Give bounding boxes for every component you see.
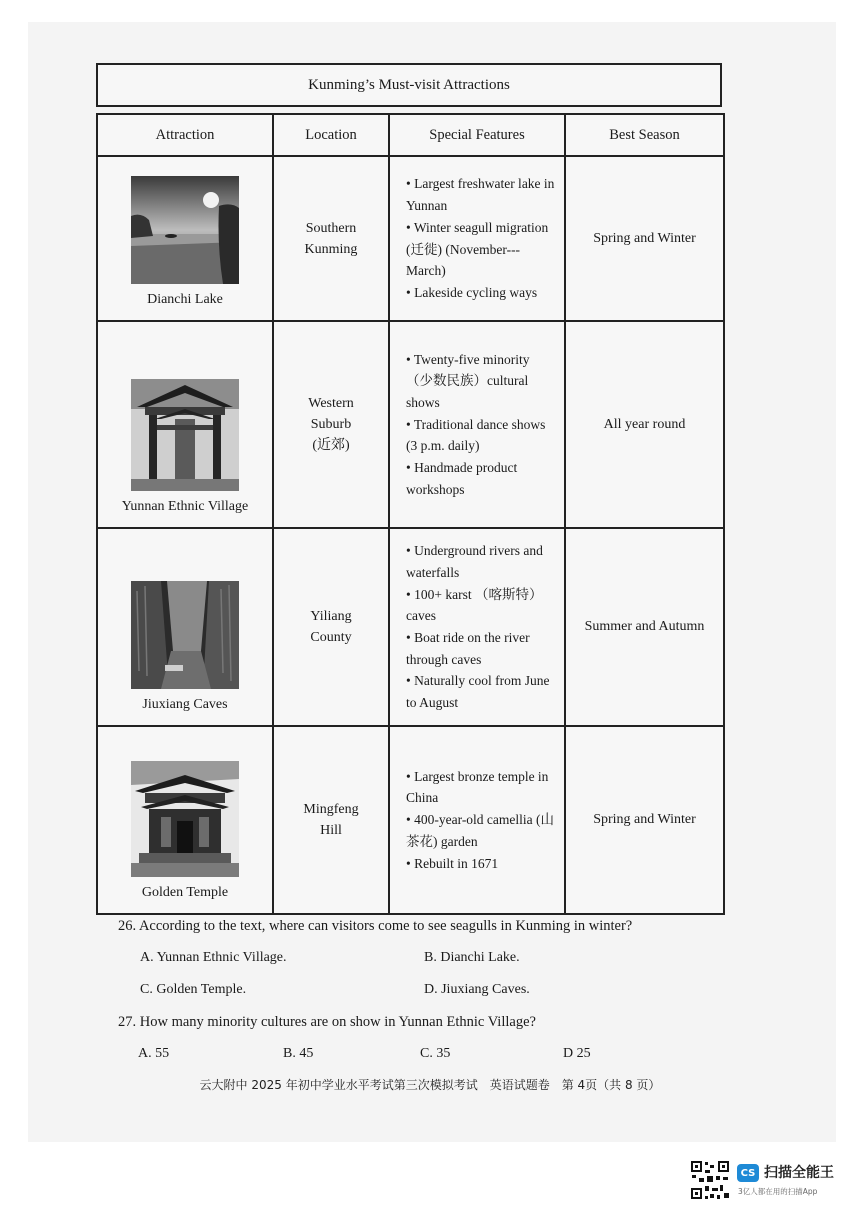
feature-item: • Naturally cool from June to August: [406, 670, 556, 713]
attraction-name: Dianchi Lake: [147, 292, 223, 307]
question-26-option-d[interactable]: D. Jiuxiang Caves.: [424, 982, 530, 997]
brand-name: 扫描全能王: [764, 1165, 834, 1181]
season-cell: Spring and Winter: [565, 726, 724, 914]
dianchi-lake-photo: [131, 176, 239, 284]
location-line: Hill: [320, 823, 342, 838]
attraction-cell: [97, 156, 273, 321]
table-row: [97, 528, 724, 726]
location-line: (近郊): [312, 438, 350, 453]
attractions-table: [96, 113, 725, 915]
header-row: [97, 114, 724, 156]
location-line: Southern: [305, 220, 357, 236]
question-27-option-d[interactable]: D 25: [563, 1046, 591, 1061]
feature-item: • Largest freshwater lake in Yunnan: [406, 173, 556, 216]
question-27-option-c[interactable]: C. 35: [420, 1046, 451, 1061]
page-footer: 云大附中 2025 年初中学业水平考试第三次模拟考试 英语试题卷 第 4页（共 8 页）: [199, 1078, 661, 1092]
attraction-cell: [97, 726, 273, 914]
brand-tagline: 3亿人都在用的扫描App: [738, 1187, 818, 1196]
feature-item: • Rebuilt in 1671: [406, 853, 556, 875]
question-26-option-c[interactable]: C. Golden Temple.: [140, 982, 247, 997]
location-cell: [273, 156, 389, 321]
location-line: Yiliang: [310, 609, 352, 624]
location-cell: [273, 528, 389, 726]
feature-item: • Handmade product workshops: [406, 457, 556, 500]
attraction-name: Yunnan Ethnic Village: [121, 499, 249, 514]
feature-item: • 400-year-old camellia (山茶花) garden: [406, 809, 556, 852]
table-row: [97, 156, 724, 321]
feature-item: • Winter seagull migration (迁徙) (November---March): [406, 217, 556, 282]
location-line: Western: [308, 396, 354, 411]
header-season: Best Season: [565, 114, 724, 156]
feature-item: • 100+ karst （喀斯特）caves: [406, 584, 556, 627]
location-cell: [273, 726, 389, 914]
question-27-option-a[interactable]: A. 55: [138, 1046, 170, 1061]
attraction-name: Jiuxiang Caves: [142, 697, 228, 712]
golden-temple-photo: [131, 761, 239, 877]
table-title: [96, 63, 722, 107]
header-attraction: Attraction: [97, 114, 273, 156]
question-26-option-b[interactable]: B. Dianchi Lake.: [424, 950, 520, 965]
season-cell: Summer and Autumn: [565, 528, 724, 726]
table-row: [97, 321, 724, 528]
question-27-option-b[interactable]: B. 45: [283, 1046, 314, 1061]
attraction-name: Golden Temple: [141, 885, 229, 900]
features-cell: [389, 156, 565, 321]
features-cell: [389, 528, 565, 726]
location-line: Suburb: [310, 417, 352, 432]
feature-item: • Lakeside cycling ways: [406, 282, 556, 304]
location-line: County: [310, 630, 352, 645]
season-cell: All year round: [565, 321, 724, 528]
ethnic-village-gate-photo: [131, 379, 239, 491]
features-cell: [389, 321, 565, 528]
feature-item: • Largest bronze temple in China: [406, 766, 556, 809]
location-line: Kunming: [304, 241, 358, 257]
table-title-text: Kunming’s Must-visit Attractions: [308, 76, 510, 93]
season-cell: Spring and Winter: [565, 156, 724, 321]
question-26-option-a[interactable]: A. Yunnan Ethnic Village.: [140, 950, 287, 965]
table-row: [97, 726, 724, 914]
question-27: 27. How many minority cultures are on show in Yunnan Ethnic Village?: [118, 1014, 536, 1030]
attraction-cell: [97, 321, 273, 528]
scanner-watermark: [690, 1160, 850, 1202]
features-cell: [389, 726, 565, 914]
jiuxiang-caves-photo: [131, 581, 239, 689]
qr-code-icon: [690, 1160, 730, 1200]
location-cell: [273, 321, 389, 528]
camscanner-logo: CS: [737, 1164, 759, 1182]
question-26: 26. According to the text, where can visitors come to see seagulls in Kunming in winter?: [118, 918, 633, 934]
feature-item: • Underground rivers and waterfalls: [406, 540, 556, 583]
feature-item: • Boat ride on the river through caves: [406, 627, 556, 670]
feature-item: • Twenty-five minority （少数民族）cultural shows: [406, 349, 556, 414]
header-location: Location: [273, 114, 389, 156]
attraction-cell: [97, 528, 273, 726]
header-features: Special Features: [389, 114, 565, 156]
feature-item: • Traditional dance shows (3 p.m. daily): [406, 414, 556, 457]
location-line: Mingfeng: [303, 802, 359, 817]
